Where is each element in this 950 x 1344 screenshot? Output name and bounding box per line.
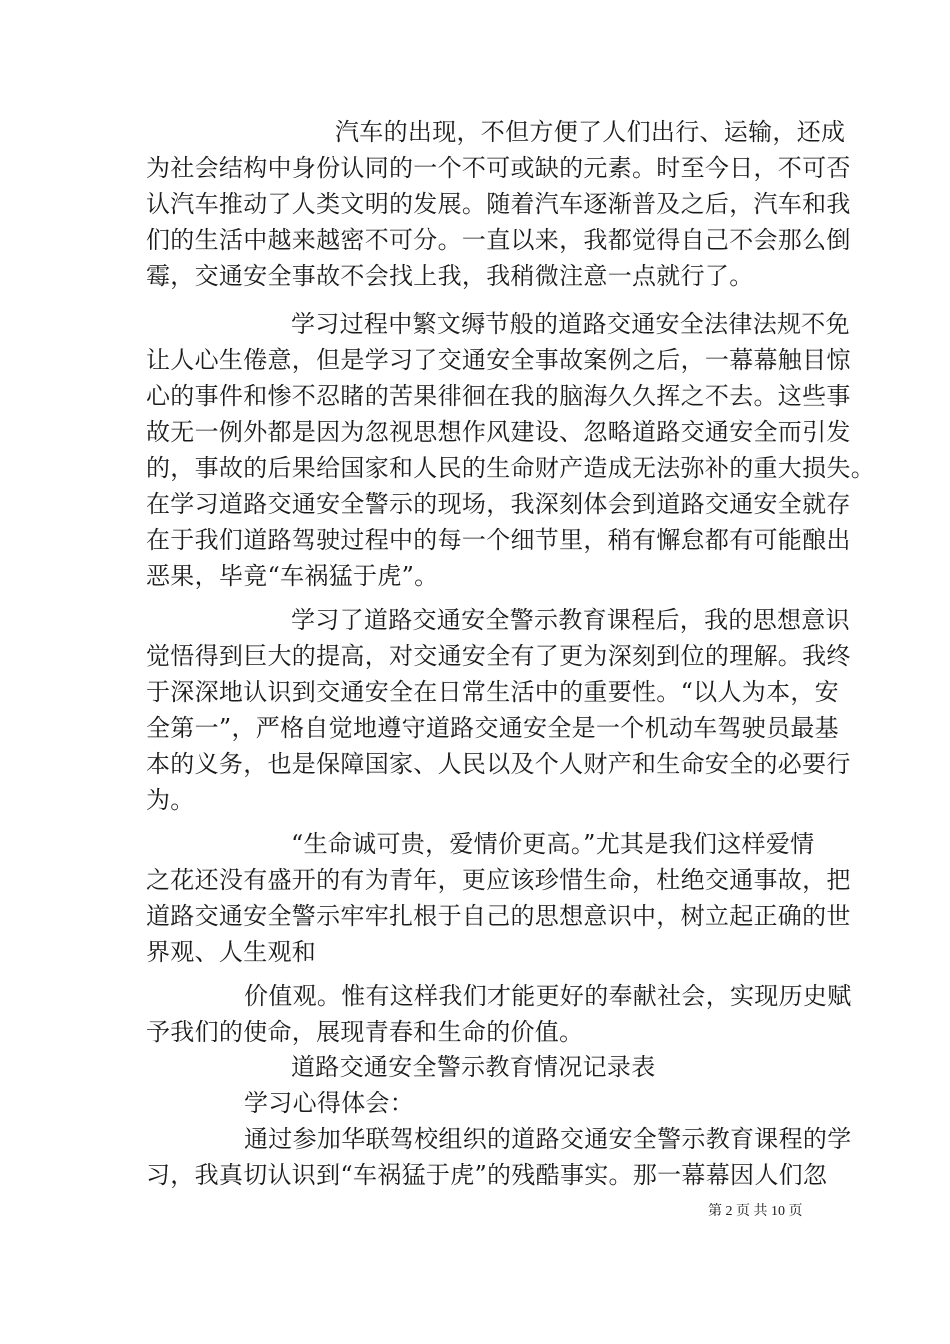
text-line: 界观、人生观和	[146, 938, 317, 966]
text-line: 为。	[146, 786, 195, 814]
text-line: 予我们的使命，展现青春和生命的价值。	[146, 1018, 584, 1046]
text-line: “生命诚可贵，爱情价更高。”尤其是我们这样爱情	[291, 830, 815, 858]
section-title: 道路交通安全警示教育情况记录表	[291, 1053, 656, 1081]
text-line: 道路交通安全警示牢牢扎根于自己的思想意识中，树立起正确的世	[146, 902, 851, 930]
text-line: 本的义务，也是保障国家、人民以及个人财产和生命安全的必要行	[146, 750, 851, 778]
text-line: 全第一”，严格自觉地遵守道路交通安全是一个机动车驾驶员最基	[146, 714, 839, 742]
text-line: 觉悟得到巨大的提高，对交通安全有了更为深刻到位的理解。我终	[146, 642, 851, 670]
text-line: 心的事件和惨不忍睹的苦果徘徊在我的脑海久久挥之不去。这些事	[146, 382, 851, 410]
text-line: 价值观。惟有这样我们才能更好的奉献社会，实现历史赋	[244, 982, 852, 1010]
text-line: 恶果，毕竟“车祸猛于虎”。	[146, 562, 439, 590]
text-line: 让人心生倦意，但是学习了交通安全事故案例之后，一幕幕触目惊	[146, 346, 851, 374]
page-number: 第 2 页 共 10 页	[708, 1204, 803, 1219]
text-line: 霉，交通安全事故不会找上我，我稍微注意一点就行了。	[146, 262, 754, 290]
text-line: 汽车的出现，不但方便了人们出行、运输，还成	[335, 118, 846, 146]
text-line: 在学习道路交通安全警示的现场，我深刻体会到道路交通安全就存	[146, 490, 851, 518]
text-line: 故无一例外都是因为忽视思想作风建设、忽略道路交通安全而引发	[146, 418, 851, 446]
text-line: 学习了道路交通安全警示教育课程后，我的思想意识	[291, 606, 850, 634]
text-line: 为社会结构中身份认同的一个不可或缺的元素。时至今日，不可否	[146, 154, 851, 182]
text-line: 们的生活中越来越密不可分。一直以来，我都觉得自己不会那么倒	[146, 226, 851, 254]
text-line: 于深深地认识到交通安全在日常生活中的重要性。“以人为本，安	[146, 678, 839, 706]
section-label: 学习心得体会：	[244, 1089, 415, 1117]
text-line: 的，事故的后果给国家和人民的生命财产造成无法弥补的重大损失。	[146, 454, 875, 482]
text-line: 通过参加华联驾校组织的道路交通安全警示教育课程的学	[244, 1125, 852, 1153]
text-line: 之花还没有盛开的有为青年，更应该珍惜生命，杜绝交通事故，把	[146, 866, 851, 894]
text-line: 认汽车推动了人类文明的发展。随着汽车逐渐普及之后，汽车和我	[146, 190, 851, 218]
text-line: 在于我们道路驾驶过程中的每一个细节里，稍有懈怠都有可能酿出	[146, 526, 851, 554]
text-line: 习，我真切认识到“车祸猛于虎”的残酷事实。那一幕幕因人们忽	[146, 1161, 828, 1189]
text-line: 学习过程中繁文缛节般的道路交通安全法律法规不免	[291, 310, 850, 338]
